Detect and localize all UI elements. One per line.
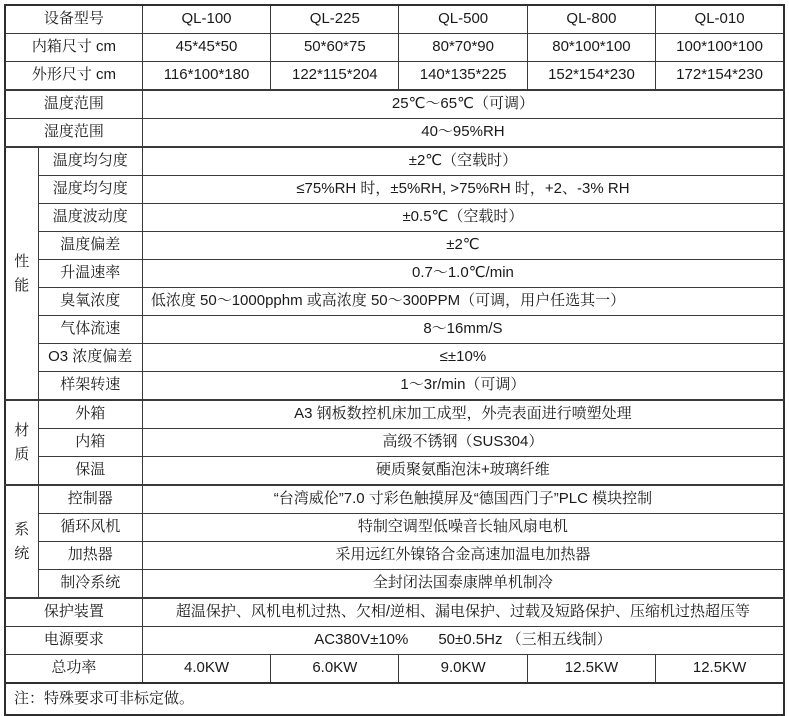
row-label: 湿度范围: [5, 119, 142, 148]
model-cell: QL-800: [527, 5, 655, 34]
model-cell: QL-010: [656, 5, 784, 34]
size-cell: 45*45*50: [142, 34, 270, 62]
section-label-text: 系统: [14, 520, 30, 562]
row-label: 循环风机: [38, 514, 142, 542]
row-value: ≤±10%: [142, 344, 784, 372]
row-label: 温度均匀度: [38, 147, 142, 176]
size-cell: 122*115*204: [271, 62, 399, 91]
model-cell: QL-100: [142, 5, 270, 34]
table-row-total-power: [5, 655, 784, 684]
section-label-material: [5, 400, 38, 485]
row-value: 8～16mm/S: [142, 316, 784, 344]
row-value: ±2℃: [142, 232, 784, 260]
row-label: 湿度均匀度: [38, 176, 142, 204]
row-label: 外形尺寸 cm: [5, 62, 142, 91]
row-label: 温度偏差: [38, 232, 142, 260]
power-cell: 12.5KW: [527, 655, 655, 684]
row-value: 0.7～1.0℃/min: [142, 260, 784, 288]
model-cell: QL-500: [399, 5, 527, 34]
power-cell: 4.0KW: [142, 655, 270, 684]
table-row-mat-0: [5, 400, 784, 429]
row-value: AC380V±10% 50±0.5Hz （三相五线制）: [142, 627, 784, 655]
table-row-sys-1: [5, 514, 784, 542]
table-row-perf-6: [5, 316, 784, 344]
row-label-model: 设备型号: [5, 5, 142, 34]
row-label: 电源要求: [5, 627, 142, 655]
power-cell: 12.5KW: [656, 655, 784, 684]
table-row-model: [5, 5, 784, 34]
table-row-note: [5, 683, 784, 715]
table-row-perf-5: [5, 288, 784, 316]
section-label-performance: [5, 147, 38, 400]
row-value: 高级不锈钢（SUS304）: [142, 429, 784, 457]
row-label: 总功率: [5, 655, 142, 684]
section-label-system: [5, 485, 38, 598]
row-label: 加热器: [38, 542, 142, 570]
model-cell: QL-225: [271, 5, 399, 34]
row-label: 臭氧浓度: [38, 288, 142, 316]
size-cell: 172*154*230: [656, 62, 784, 91]
row-value: 超温保护、风机电机过热、欠相/逆相、漏电保护、过载及短路保护、压缩机过热超压等: [142, 598, 784, 627]
size-cell: 50*60*75: [271, 34, 399, 62]
row-label: 制冷系统: [38, 570, 142, 599]
table-row-sys-2: [5, 542, 784, 570]
table-row-perf-3: [5, 232, 784, 260]
size-cell: 140*135*225: [399, 62, 527, 91]
row-label: 气体流速: [38, 316, 142, 344]
row-label: 样架转速: [38, 372, 142, 401]
row-value: A3 钢板数控机床加工成型，外壳表面进行喷塑处理: [142, 400, 784, 429]
row-value: “台湾威伦”7.0 寸彩色触摸屏及“德国西门子”PLC 模块控制: [142, 485, 784, 514]
table-row-inner-size: [5, 34, 784, 62]
table-row-humi-range: [5, 119, 784, 148]
row-value: 40～95%RH: [142, 119, 784, 148]
table-row-sys-3: [5, 570, 784, 599]
table-row-perf-2: [5, 204, 784, 232]
row-label: 内箱: [38, 429, 142, 457]
row-label: 温度波动度: [38, 204, 142, 232]
row-label: 保护装置: [5, 598, 142, 627]
size-cell: 116*100*180: [142, 62, 270, 91]
row-label: 外箱: [38, 400, 142, 429]
row-value: ≤75%RH 时，±5%RH, >75%RH 时，+2、-3% RH: [142, 176, 784, 204]
row-label: 内箱尺寸 cm: [5, 34, 142, 62]
row-value: 特制空调型低噪音长轴风扇电机: [142, 514, 784, 542]
footnote: 注：特殊要求可非标定做。: [5, 683, 784, 715]
spec-table: [4, 4, 785, 716]
table-row-mat-1: [5, 429, 784, 457]
row-value: ±2℃（空载时）: [142, 147, 784, 176]
section-label-text: 性能: [14, 252, 30, 294]
row-value: 25℃～65℃（可调）: [142, 90, 784, 119]
table-row-power-req: [5, 627, 784, 655]
row-value: 全封闭法国泰康牌单机制冷: [142, 570, 784, 599]
row-label: 升温速率: [38, 260, 142, 288]
table-row-sys-0: [5, 485, 784, 514]
table-row-perf-0: [5, 147, 784, 176]
row-value: 采用远红外镍铬合金高速加温电加热器: [142, 542, 784, 570]
table-row-temp-range: [5, 90, 784, 119]
row-label: O3 浓度偏差: [38, 344, 142, 372]
table-row-outer-size: [5, 62, 784, 91]
table-row-perf-4: [5, 260, 784, 288]
size-cell: 80*100*100: [527, 34, 655, 62]
table-row-protection: [5, 598, 784, 627]
size-cell: 100*100*100: [656, 34, 784, 62]
row-label: 控制器: [38, 485, 142, 514]
table-row-perf-7: [5, 344, 784, 372]
row-label: 保温: [38, 457, 142, 486]
power-cell: 9.0KW: [399, 655, 527, 684]
row-value: 1～3r/min（可调）: [142, 372, 784, 401]
table-row-perf-1: [5, 176, 784, 204]
row-label: 温度范围: [5, 90, 142, 119]
section-label-text: 材质: [14, 421, 30, 463]
size-cell: 80*70*90: [399, 34, 527, 62]
size-cell: 152*154*230: [527, 62, 655, 91]
row-value: ±0.5℃（空载时）: [142, 204, 784, 232]
row-value: 低浓度 50～1000pphm 或高浓度 50～300PPM（可调，用户任选其一）: [142, 288, 784, 316]
table-row-perf-8: [5, 372, 784, 401]
power-cell: 6.0KW: [271, 655, 399, 684]
row-value: 硬质聚氨酯泡沫+玻璃纤维: [142, 457, 784, 486]
table-row-mat-2: [5, 457, 784, 486]
